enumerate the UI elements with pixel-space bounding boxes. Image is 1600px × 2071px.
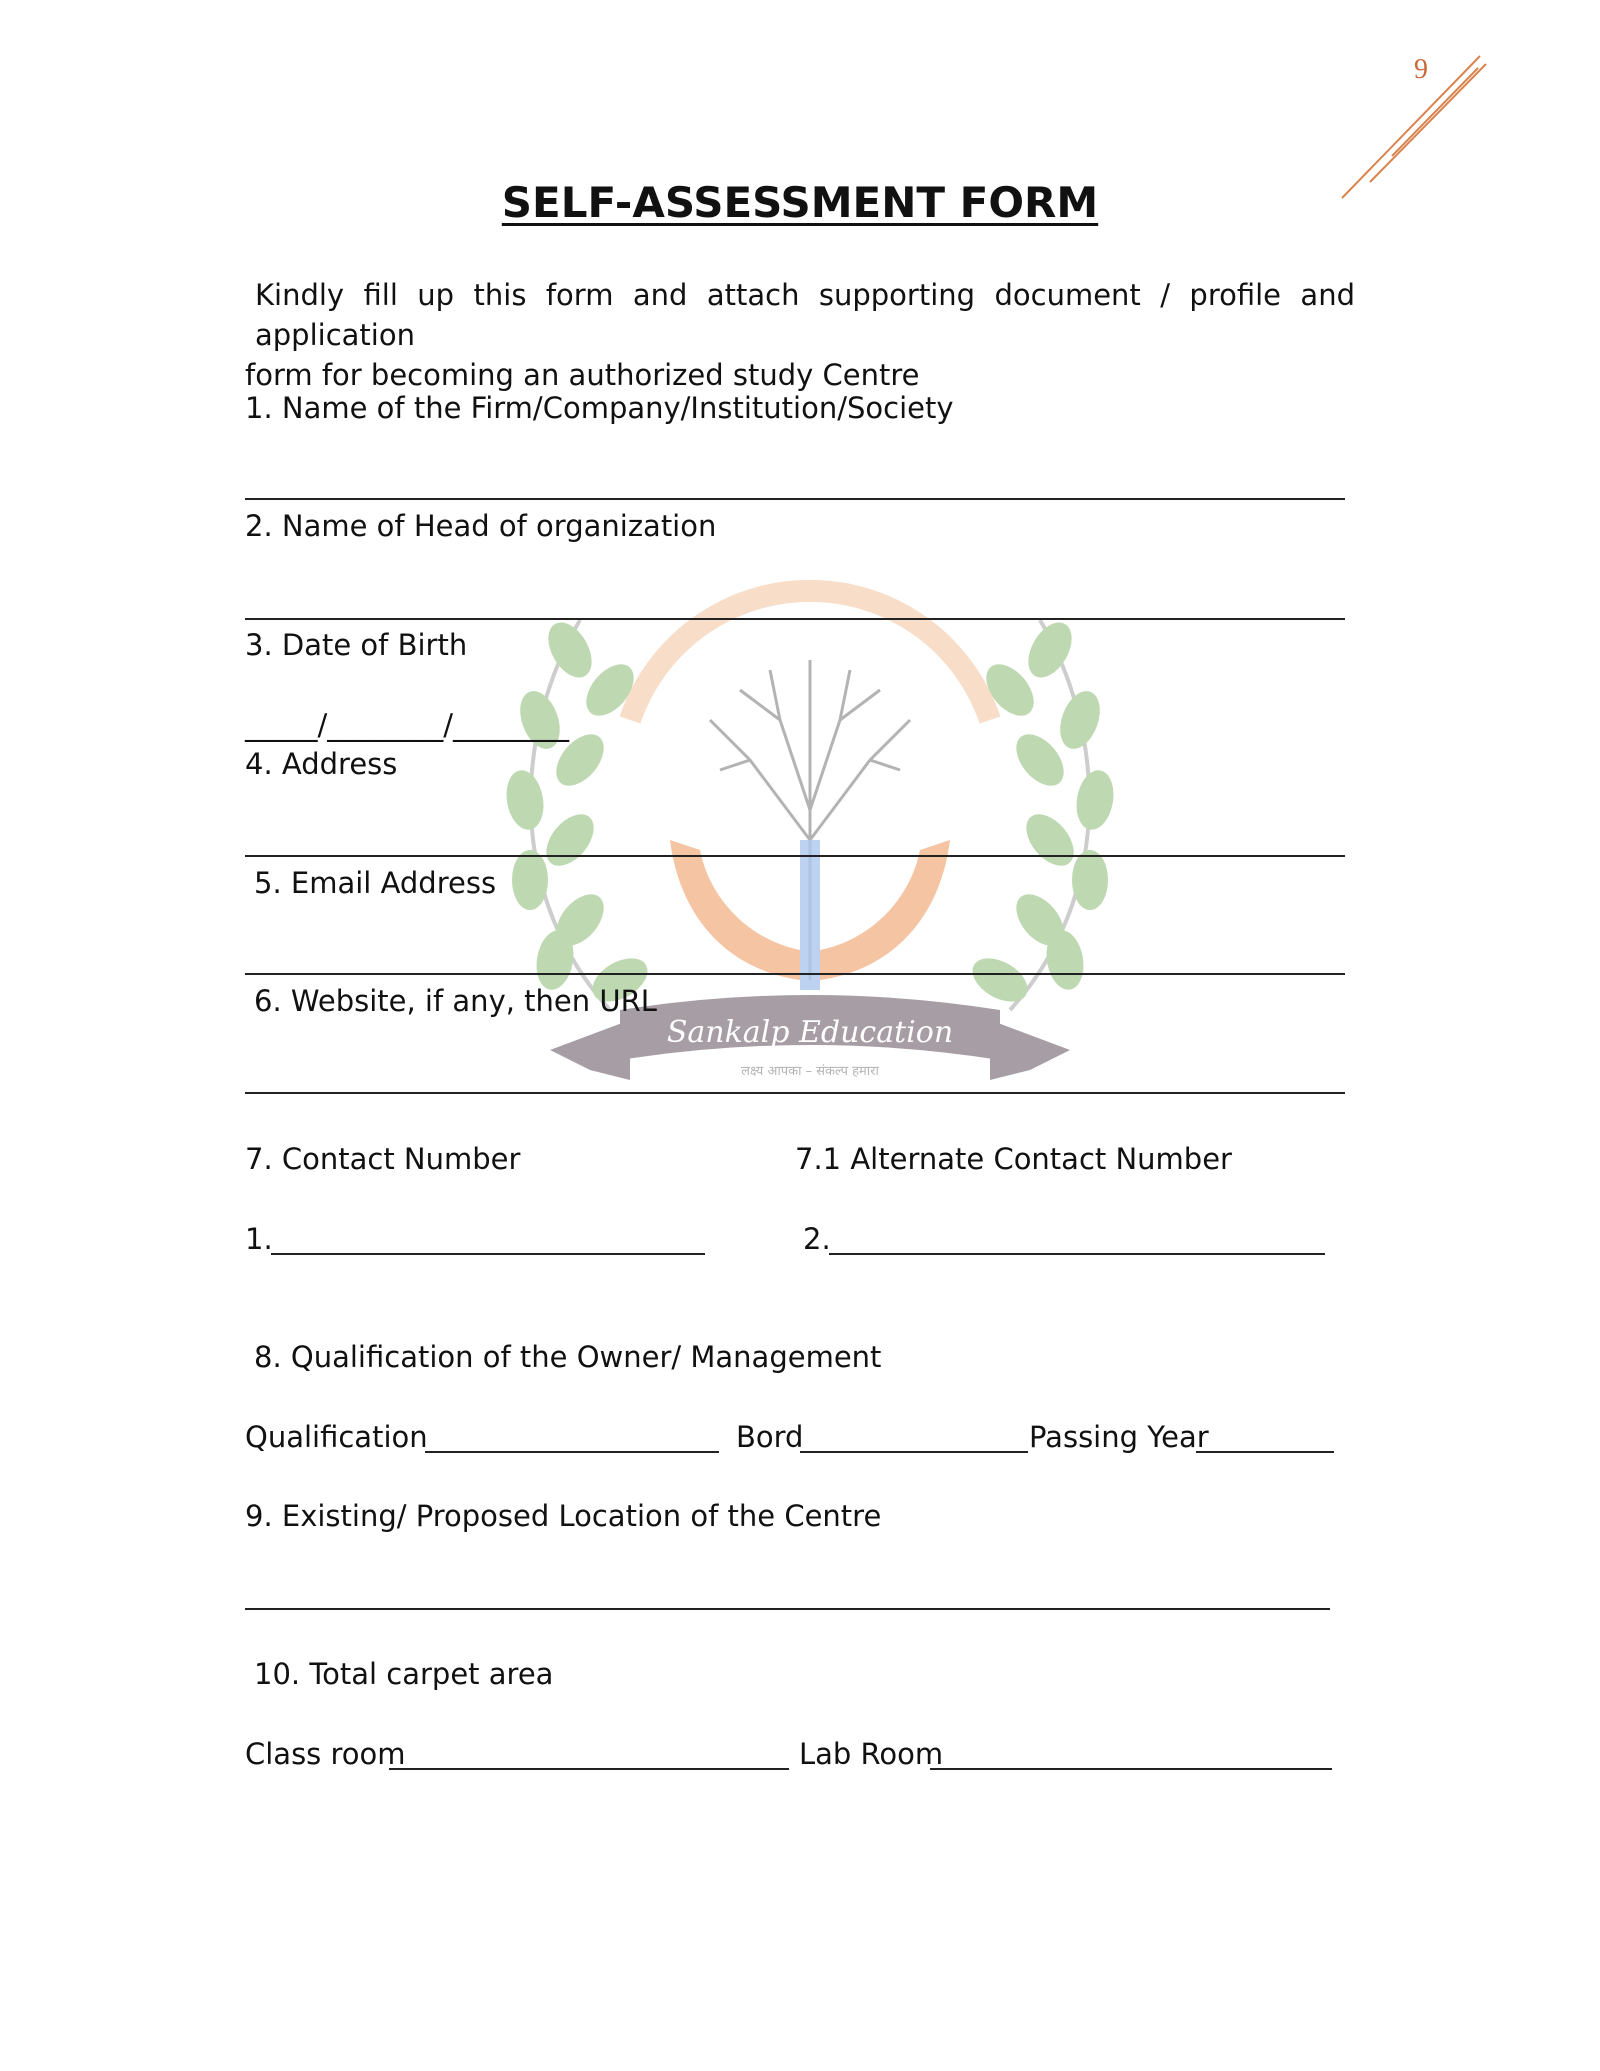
class-room-label: Class room	[245, 1737, 406, 1771]
head-name-field[interactable]	[245, 618, 1345, 620]
website-field[interactable]	[245, 1092, 1345, 1094]
q8-label: 8. Qualification of the Owner/ Management	[254, 1340, 882, 1374]
location-field[interactable]	[245, 1608, 1330, 1610]
class-room-field[interactable]	[389, 1768, 789, 1770]
q4-label: 4. Address	[245, 747, 398, 781]
q6-label: 6. Website, if any, then URL	[254, 984, 657, 1018]
q1-label: 1. Name of the Firm/Company/Institution/Society	[245, 391, 954, 425]
address-field[interactable]	[245, 855, 1345, 857]
lab-room-label: Lab Room	[799, 1737, 944, 1771]
intro-line-1: Kindly fill up this form and attach supporting document / profile and application	[255, 278, 1355, 352]
qualification-label: Qualification	[245, 1420, 428, 1454]
lab-room-field[interactable]	[930, 1768, 1332, 1770]
contact-2-prefix: 2.	[803, 1222, 831, 1256]
page-number: 9	[1414, 54, 1428, 85]
logo-text: Sankalp Education	[666, 1015, 954, 1050]
firm-name-field[interactable]	[245, 498, 1345, 500]
q7-label: 7. Contact Number	[245, 1142, 521, 1176]
intro-line-2: form for becoming an authorized study Centre	[245, 358, 920, 392]
q2-label: 2. Name of Head of organization	[245, 509, 717, 543]
q3-label: 3. Date of Birth	[245, 628, 468, 662]
q5-label: 5. Email Address	[254, 866, 497, 900]
q10-label: 10. Total carpet area	[254, 1657, 554, 1691]
page-title: SELF-ASSESSMENT FORM	[501, 178, 1099, 227]
logo-tagline: लक्ष्य आपका – संकल्प हमारा	[741, 1064, 879, 1079]
q9-label: 9. Existing/ Proposed Location of the Centre	[245, 1499, 882, 1533]
contact-number-field[interactable]	[271, 1253, 705, 1255]
email-field[interactable]	[245, 973, 1345, 975]
intro-text	[245, 275, 1355, 395]
contact-1-prefix: 1.	[245, 1222, 273, 1256]
qualification-field[interactable]	[425, 1451, 719, 1453]
q7-1-label: 7.1 Alternate Contact Number	[795, 1142, 1232, 1176]
passing-year-label: Passing Year	[1029, 1420, 1209, 1454]
bord-field[interactable]	[800, 1451, 1028, 1453]
passing-year-field[interactable]	[1196, 1451, 1334, 1453]
dob-field[interactable]: _____/________/________	[245, 708, 570, 742]
alternate-contact-field[interactable]	[829, 1253, 1325, 1255]
sankalp-education-logo	[470, 580, 1150, 1140]
bord-label: Bord	[736, 1420, 804, 1454]
